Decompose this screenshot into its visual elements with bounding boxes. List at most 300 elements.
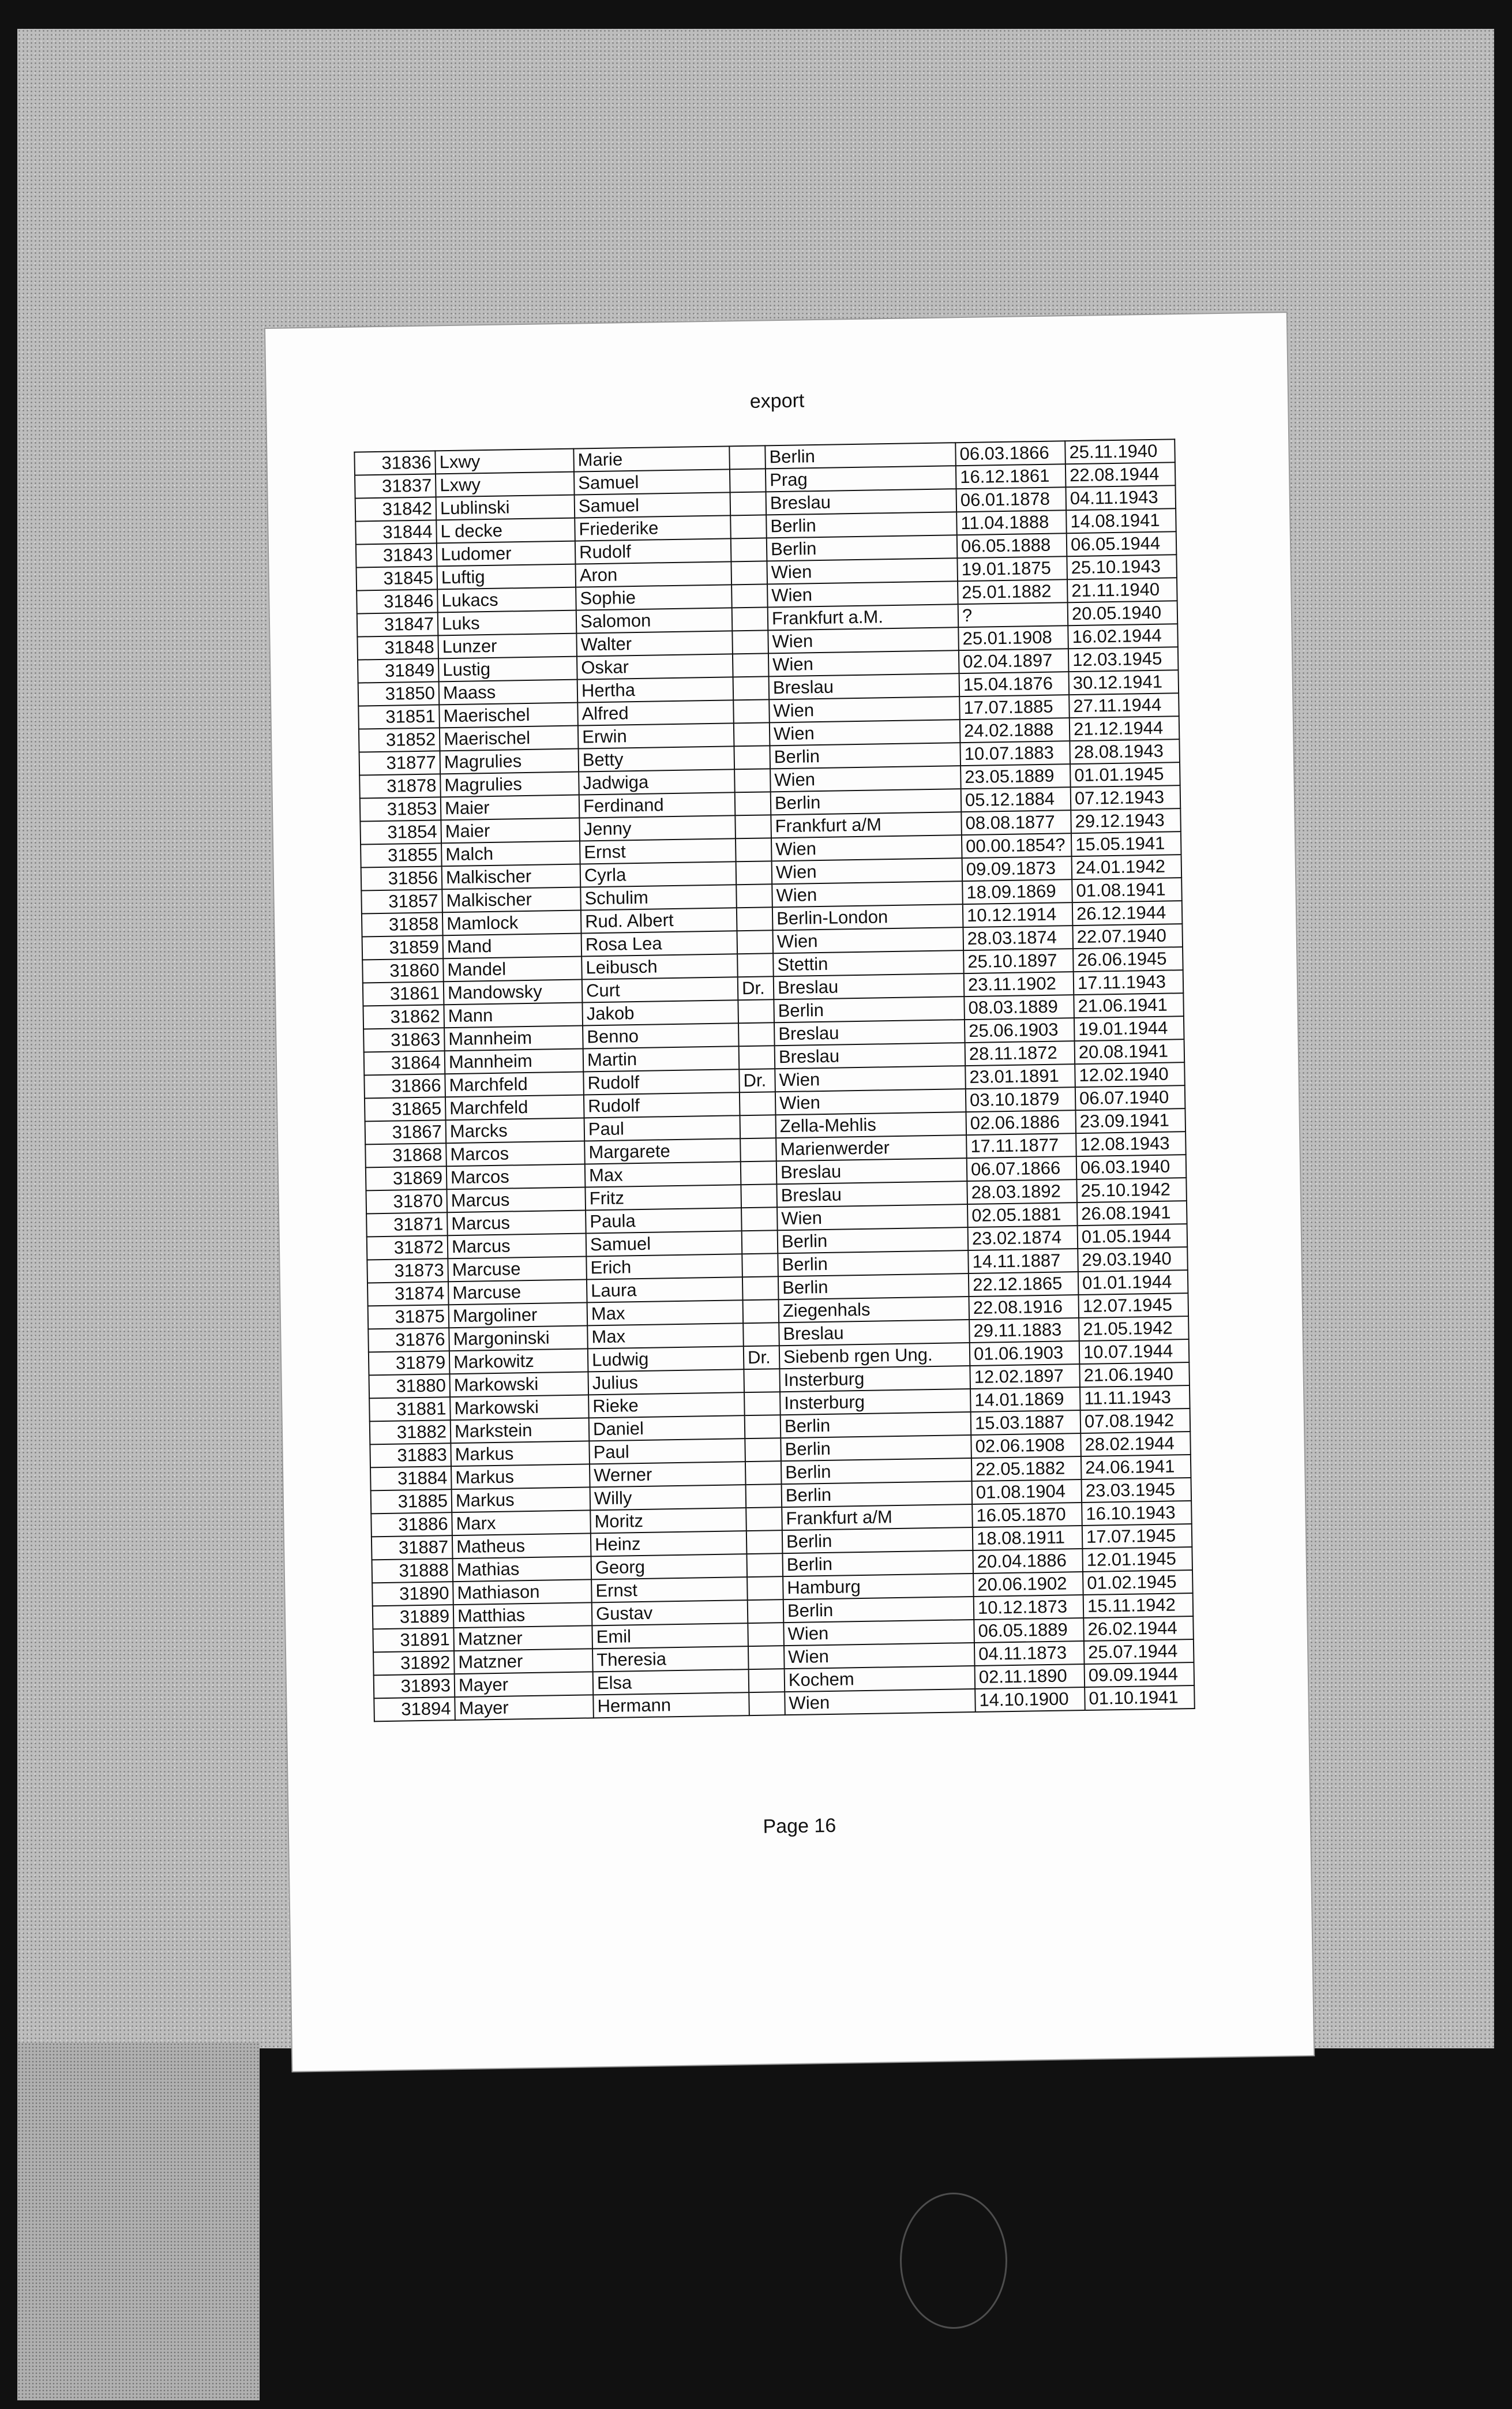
paper-stain-mark [900,2193,1007,2329]
surname-cell: Markus [451,1441,590,1466]
surname-cell: Markus [452,1487,591,1512]
record-number-cell: 31891 [373,1628,454,1652]
record-number-cell: 31854 [360,820,441,844]
place-cell: Breslau [776,1158,967,1184]
place-cell: Wien [775,1066,966,1092]
birth-date-cell: 02.06.1908 [971,1433,1081,1458]
title-cell [734,722,770,746]
given-name-cell: Hertha [577,677,734,702]
birth-date-cell: 22.08.1916 [969,1295,1079,1320]
given-name-cell: Benno [583,1023,739,1048]
record-number-cell: 31861 [363,981,444,1006]
birth-date-cell: 28.03.1892 [967,1179,1077,1204]
death-date-cell: 25.10.1942 [1076,1178,1187,1202]
surname-cell: Maass [439,680,578,705]
surname-cell: Markus [451,1464,590,1489]
surname-cell: Lukacs [437,587,576,613]
given-name-cell: Moritz [590,1508,746,1533]
title-cell [730,469,766,492]
birth-date-cell: 16.12.1861 [956,464,1066,489]
title-cell [738,1022,775,1046]
record-number-cell: 31881 [369,1397,451,1421]
death-date-cell: 25.10.1943 [1067,555,1177,579]
given-name-cell: Laura [587,1277,743,1302]
death-date-cell: 10.07.1944 [1079,1339,1190,1364]
place-cell: Berlin [782,1550,973,1576]
birth-date-cell: 01.06.1903 [970,1341,1080,1366]
birth-date-cell: 10.07.1883 [960,741,1070,766]
given-name-cell: Samuel [586,1231,742,1256]
record-number-cell: 31860 [362,958,444,983]
place-cell: Breslau [776,1181,967,1207]
title-cell [745,1415,781,1438]
title-cell [735,792,771,815]
surname-cell: Maier [441,818,580,844]
death-date-cell: 22.08.1944 [1065,462,1176,487]
death-date-cell: 01.08.1941 [1072,878,1182,902]
place-cell: Berlin [767,535,958,561]
place-cell: Berlin-London [772,904,963,930]
birth-date-cell: 20.06.1902 [973,1572,1083,1597]
surname-cell: Mayer [455,1672,594,1697]
record-number-cell: 31872 [367,1235,448,1260]
surname-cell: Margoninski [449,1325,588,1351]
given-name-cell: Paula [586,1208,742,1233]
death-date-cell: 14.08.1941 [1066,508,1176,533]
record-number-cell: 31876 [368,1328,449,1352]
place-cell: Wien [767,558,958,584]
record-number-cell: 31880 [369,1374,451,1398]
surname-cell: Maier [441,795,580,821]
title-cell [732,607,768,631]
birth-date-cell: 25.01.1908 [958,625,1068,650]
birth-date-cell: 14.11.1887 [968,1249,1078,1273]
given-name-cell: Rosa Lea [581,931,738,956]
title-cell [745,1461,782,1485]
surname-cell: Markowitz [449,1348,588,1374]
death-date-cell: 20.05.1940 [1068,601,1178,625]
title-cell [731,561,767,585]
birth-date-cell: 17.07.1885 [959,695,1070,720]
birth-date-cell: 08.08.1877 [961,810,1071,835]
surname-cell: Lxwy [436,472,575,497]
title-cell [749,1669,785,1692]
title-cell [736,861,772,885]
birth-date-cell: 08.03.1889 [964,995,1074,1020]
title-cell [747,1576,783,1600]
death-date-cell: 17.11.1943 [1074,970,1184,995]
place-cell: Frankfurt a/M [771,812,962,838]
death-date-cell: 12.03.1945 [1068,647,1179,672]
birth-date-cell: 15.03.1887 [971,1410,1081,1435]
place-cell: Berlin [774,996,965,1022]
place-cell: Wien [769,696,960,722]
title-cell [736,884,772,908]
given-name-cell: Salomon [576,608,733,633]
birth-date-cell: 06.05.1888 [957,533,1067,558]
birth-date-cell: 19.01.1875 [957,556,1067,581]
place-cell: Wien [777,1204,968,1230]
place-cell: Wien [771,835,962,861]
title-cell: Dr. [738,976,774,1000]
given-name-cell: Max [585,1162,741,1187]
surname-cell: Lunzer [438,634,577,659]
death-date-cell: 19.01.1944 [1074,1016,1184,1041]
record-number-cell: 31890 [372,1582,453,1606]
given-name-cell: Georg [591,1554,747,1579]
death-date-cell: 15.11.1942 [1083,1593,1194,1618]
death-date-cell: 15.05.1941 [1071,831,1181,856]
place-cell: Frankfurt a.M. [768,604,959,630]
surname-cell: Magrulies [440,772,579,797]
page-header: export [749,389,805,413]
record-number-cell: 31847 [357,612,438,636]
place-cell: Stettin [773,950,964,976]
title-cell [744,1392,781,1415]
surname-cell: Marcks [446,1118,585,1143]
death-date-cell: 30.12.1941 [1069,670,1179,695]
record-number-cell: 31888 [372,1558,453,1583]
death-date-cell: 06.07.1940 [1075,1085,1185,1110]
record-number-cell: 31894 [374,1697,455,1721]
given-name-cell: Alfred [577,700,734,725]
title-cell [741,1207,778,1231]
death-date-cell: 23.09.1941 [1075,1108,1185,1133]
title-cell [743,1299,779,1323]
place-cell: Breslau [769,673,960,699]
title-cell [729,445,766,469]
death-date-cell: 26.08.1941 [1077,1201,1187,1226]
death-date-cell: 12.02.1940 [1075,1062,1185,1087]
birth-date-cell: 10.12.1914 [963,902,1073,927]
place-cell: Ziegenhals [779,1297,970,1322]
record-number-cell: 31836 [354,451,436,475]
title-cell [739,1046,775,1069]
title-cell [733,653,769,677]
given-name-cell: Emil [592,1623,748,1649]
given-name-cell: Rud. Albert [581,908,737,933]
surname-cell: Markstein [451,1418,590,1443]
death-date-cell: 25.07.1944 [1084,1639,1194,1664]
birth-date-cell: 00.00.1854? [962,833,1072,858]
given-name-cell: Erwin [578,723,734,748]
birth-date-cell: ? [958,602,1068,627]
place-cell: Wien [768,650,959,676]
place-cell: Hamburg [783,1573,974,1599]
surname-cell: Matzner [453,1625,592,1651]
place-cell: Prag [766,466,956,492]
record-number-cell: 31877 [359,751,441,775]
record-number-cell: 31885 [371,1489,452,1513]
record-number-cell: 31875 [368,1305,449,1329]
place-cell: Berlin [781,1458,972,1484]
place-cell: Wien [772,927,963,953]
birth-date-cell: 10.12.1873 [974,1595,1084,1620]
record-number-cell: 31866 [364,1074,445,1098]
surname-cell: Magrulies [440,749,579,774]
given-name-cell: Cyrla [580,861,737,887]
given-name-cell: Erich [586,1254,742,1279]
given-name-cell: Samuel [574,469,730,494]
title-cell [736,838,772,861]
printed-page [265,313,1314,2071]
record-number-cell: 31878 [359,774,441,798]
given-name-cell: Curt [582,977,738,1002]
title-cell [740,1115,776,1138]
death-date-cell: 16.02.1944 [1068,624,1178,649]
birth-date-cell: 23.01.1891 [965,1064,1075,1089]
birth-date-cell: 06.05.1889 [974,1618,1084,1643]
given-name-cell: Rudolf [575,538,731,564]
place-cell: Berlin [770,743,961,769]
record-number-cell: 31884 [370,1466,452,1490]
given-name-cell: Willy [590,1485,746,1510]
birth-date-cell: 02.11.1890 [975,1664,1085,1689]
title-cell [746,1553,783,1577]
place-cell: Berlin [778,1250,969,1276]
surname-cell: Mannheim [445,1049,584,1074]
death-date-cell: 24.01.1942 [1072,855,1182,879]
place-cell: Breslau [779,1320,970,1346]
birth-date-cell: 28.11.1872 [965,1041,1075,1066]
given-name-cell: Jenny [579,815,736,841]
title-cell [748,1623,784,1646]
record-number-cell: 31867 [365,1120,447,1144]
surname-cell: Mathias [453,1556,592,1582]
record-number-cell: 31879 [369,1351,450,1375]
place-cell: Wien [785,1689,976,1715]
surname-cell: Marcuse [448,1256,587,1282]
surname-cell: Malch [441,841,580,867]
record-number-cell: 31862 [363,1005,444,1029]
record-number-cell: 31871 [366,1212,448,1237]
given-name-cell: Ernst [580,838,736,864]
record-number-cell: 31843 [356,543,437,567]
death-date-cell: 21.06.1941 [1074,993,1184,1018]
death-date-cell: 06.05.1944 [1067,531,1177,556]
title-cell [735,815,771,838]
death-date-cell: 24.06.1941 [1081,1455,1191,1479]
given-name-cell: Max [587,1323,744,1348]
page-number: Page 16 [763,1814,836,1838]
death-date-cell: 07.12.1943 [1071,785,1181,810]
surname-cell: Maerischel [439,703,578,728]
title-cell [745,1438,781,1462]
title-cell [742,1253,778,1277]
given-name-cell: Rudolf [583,1069,740,1095]
birth-date-cell: 11.04.1888 [956,510,1067,535]
title-cell [748,1646,785,1669]
place-cell: Wien [783,1620,974,1646]
place-cell: Wien [772,881,963,907]
surname-cell: Mamlock [442,911,581,936]
surname-cell: Markowski [450,1395,589,1420]
surname-cell: Lxwy [435,449,574,474]
record-number-cell: 31887 [372,1535,453,1560]
given-name-cell: Friederike [575,515,731,541]
surname-cell: Marcos [447,1164,586,1189]
surname-cell: Luftig [437,564,576,590]
surname-cell: Mandowsky [444,980,583,1005]
title-cell [733,676,770,700]
given-name-cell: Ernst [591,1577,748,1602]
birth-date-cell: 18.08.1911 [973,1526,1083,1550]
record-number-cell: 31870 [366,1189,447,1213]
records-table-body [354,439,1194,1721]
place-cell: Breslau [774,1020,965,1046]
surname-cell: Marcus [447,1187,586,1212]
death-date-cell: 28.08.1943 [1070,739,1180,764]
given-name-cell: Schulim [580,885,737,910]
surname-cell: Malkischer [442,887,581,913]
place-cell: Marienwerder [776,1135,967,1161]
given-name-cell: Ferdinand [579,792,736,818]
title-cell [743,1322,779,1346]
given-name-cell: Julius [588,1369,744,1395]
records-table [354,439,1195,1722]
title-cell [734,745,770,769]
record-number-cell: 31845 [357,566,438,590]
death-date-cell: 11.11.1943 [1080,1385,1190,1410]
birth-date-cell: 06.01.1878 [956,487,1067,512]
death-date-cell: 21.11.1940 [1067,578,1177,602]
given-name-cell: Werner [590,1462,746,1487]
death-date-cell: 20.08.1941 [1075,1039,1185,1064]
given-name-cell: Oskar [577,654,733,679]
death-date-cell: 21.05.1942 [1079,1316,1189,1341]
record-number-cell: 31863 [363,1028,445,1052]
given-name-cell: Hermann [593,1692,749,1718]
surname-cell: Malkischer [442,864,581,890]
death-date-cell: 01.01.1945 [1070,762,1180,787]
birth-date-cell: 20.04.1886 [973,1549,1083,1573]
surname-cell: Mathiason [453,1579,592,1605]
birth-date-cell: 25.10.1897 [963,949,1074,973]
place-cell: Wien [768,627,959,653]
record-number-cell: 31856 [361,866,442,890]
record-number-cell: 31882 [370,1420,451,1444]
place-cell: Wien [775,1089,966,1115]
place-cell: Berlin [783,1597,974,1623]
given-name-cell: Paul [589,1438,745,1464]
surname-cell: Mayer [455,1695,594,1720]
birth-date-cell: 17.11.1877 [966,1133,1076,1158]
birth-date-cell: 29.11.1883 [969,1318,1079,1343]
birth-date-cell: 14.10.1900 [975,1687,1085,1712]
given-name-cell: Jakob [582,1000,738,1025]
surname-cell: Marchfeld [445,1095,584,1120]
place-cell: Berlin [781,1412,971,1438]
place-cell: Berlin [771,789,962,815]
birth-date-cell: 02.06.1886 [966,1110,1076,1135]
death-date-cell: 17.07.1945 [1082,1524,1192,1549]
surname-cell: Ludomer [437,541,576,567]
title-cell [746,1507,782,1531]
surname-cell: Matthias [453,1602,592,1628]
given-name-cell: Heinz [591,1531,747,1556]
title-cell [733,699,770,723]
birth-date-cell: 18.09.1869 [962,879,1072,904]
place-cell: Breslau [766,489,957,515]
death-date-cell: 07.08.1942 [1080,1408,1191,1433]
record-number-cell: 31852 [359,728,440,752]
place-cell: Berlin [781,1435,971,1461]
birth-date-cell: 15.04.1876 [959,672,1070,696]
death-date-cell: 12.07.1945 [1078,1293,1188,1318]
surname-cell: Matzner [454,1649,593,1674]
record-number-cell: 31869 [366,1166,447,1190]
given-name-cell: Rieke [588,1392,745,1418]
surname-cell: L decke [436,518,575,544]
birth-date-cell: 24.02.1888 [960,718,1070,743]
place-cell: Berlin [782,1527,973,1553]
record-number-cell: 31846 [357,589,438,613]
surname-cell: Mannheim [444,1026,583,1051]
surname-cell: Markowski [449,1372,588,1397]
birth-date-cell: 06.03.1866 [955,441,1065,466]
death-date-cell: 25.11.1940 [1065,439,1175,464]
place-cell: Wien [770,766,961,792]
title-cell [742,1230,778,1254]
surname-cell: Marcus [447,1210,586,1235]
birth-date-cell: 09.09.1873 [962,856,1072,881]
surname-cell: Marchfeld [445,1072,584,1097]
place-cell: Insterburg [779,1366,970,1392]
birth-date-cell: 16.05.1870 [972,1503,1082,1527]
surname-cell: Lustig [438,657,577,682]
given-name-cell: Daniel [589,1415,745,1441]
record-number-cell: 31842 [355,497,437,521]
place-cell: Kochem [785,1666,976,1692]
surname-cell: Mandel [443,957,582,982]
record-number-cell: 31889 [373,1605,454,1629]
title-cell [748,1599,784,1623]
title-cell [731,584,768,608]
record-number-cell: 31850 [358,681,440,706]
surname-cell: Marcus [448,1233,587,1258]
death-date-cell: 01.02.1945 [1083,1570,1193,1595]
title-cell [746,1484,782,1508]
given-name-cell: Walter [576,631,733,656]
birth-date-cell: 23.05.1889 [961,764,1071,789]
death-date-cell: 12.08.1943 [1076,1132,1186,1156]
record-number-cell: 31893 [374,1674,455,1698]
title-cell [737,930,773,954]
surname-cell: Matheus [452,1533,591,1558]
title-cell [746,1530,783,1554]
record-number-cell: 31857 [361,889,442,913]
birth-date-cell: 28.03.1874 [963,926,1073,950]
record-number-cell: 31865 [365,1097,446,1121]
record-number-cell: 31859 [362,935,444,960]
place-cell: Berlin [766,512,957,538]
given-name-cell: Gustav [592,1600,748,1625]
birth-date-cell: 04.11.1873 [974,1641,1085,1666]
title-cell [730,492,767,515]
surname-cell: Lublinski [436,495,575,520]
place-cell: Wien [772,858,963,884]
place-cell: Berlin [778,1227,969,1253]
surname-cell: Maerischel [440,726,579,751]
place-cell: Breslau [775,1043,966,1069]
record-number-cell: 31868 [365,1143,447,1167]
death-date-cell: 04.11.1943 [1065,485,1176,510]
record-number-cell: 31849 [358,658,439,683]
title-cell [740,1092,776,1115]
given-name-cell: Rudolf [584,1092,740,1118]
record-number-cell: 31837 [355,474,436,498]
place-cell: Wien [784,1643,975,1669]
